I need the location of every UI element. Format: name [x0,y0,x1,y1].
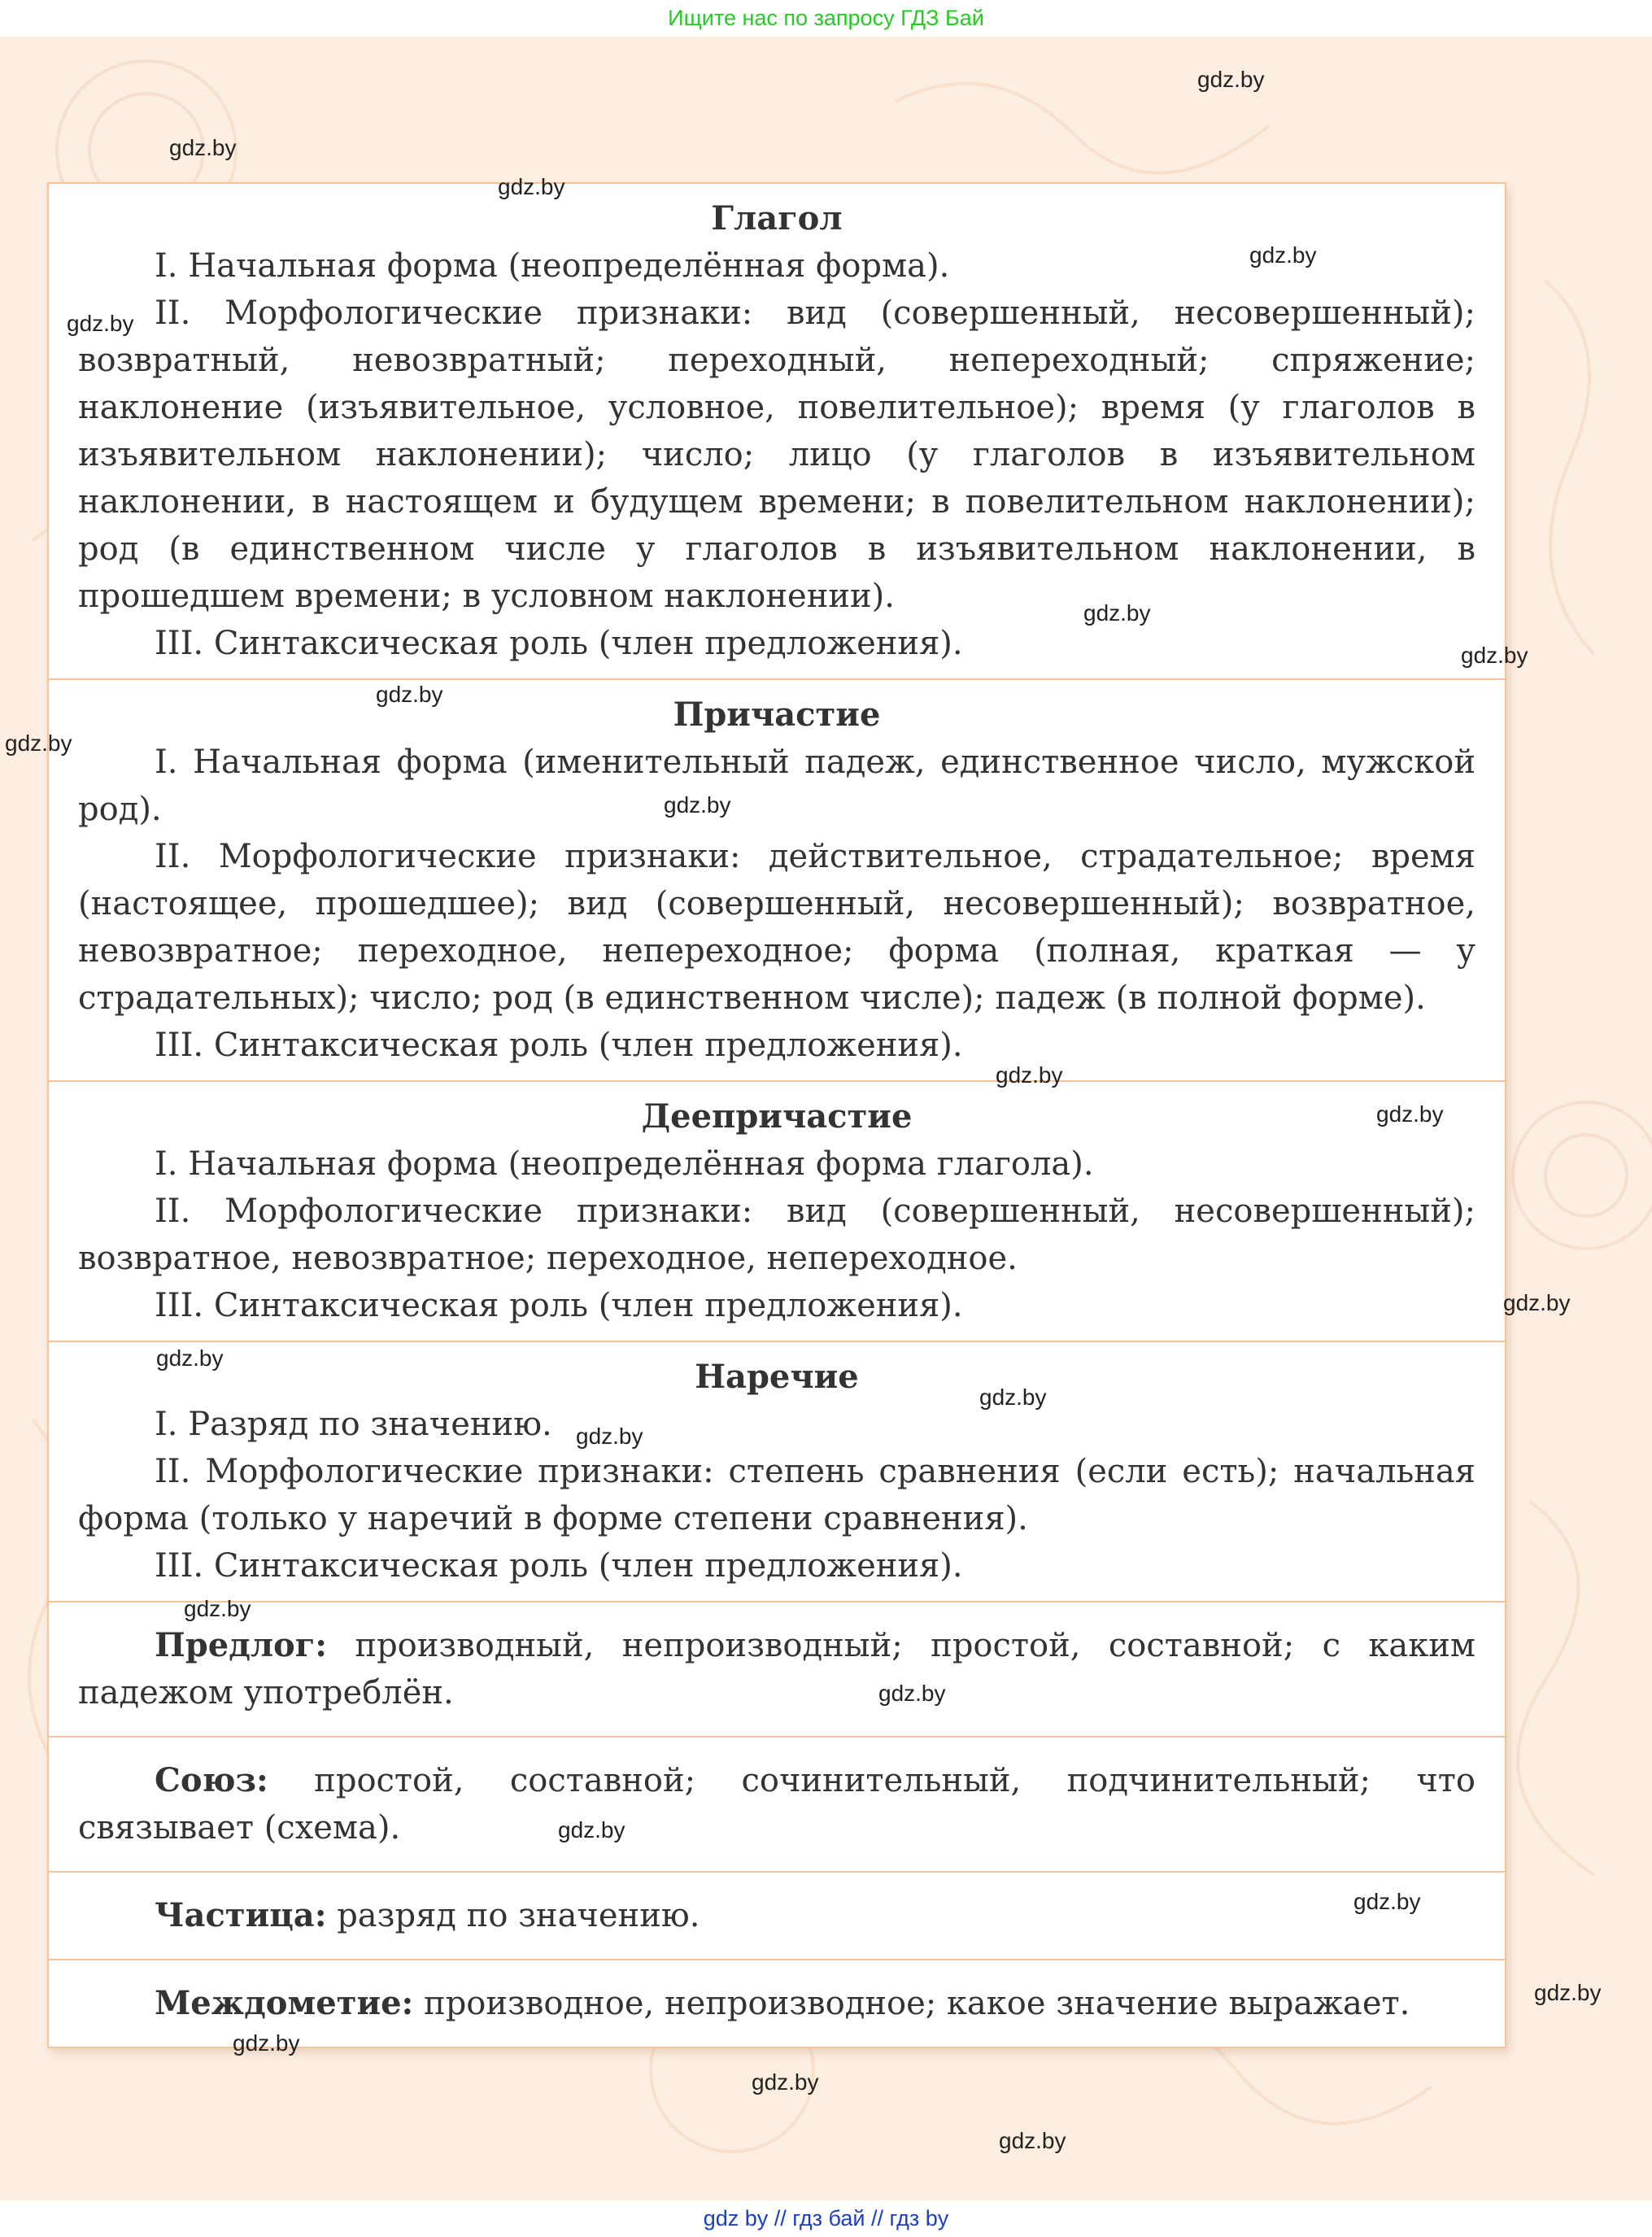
watermark: gdz.by [1197,67,1265,92]
adverb-title: Наречие [695,1358,859,1396]
watermark: gdz.by [1461,643,1528,668]
adverb-item-2: II. Морфологические признаки: степень сравнения (если есть); начальная форма (только у наречий в форме степени сравнения). [78,1453,1475,1537]
particle-text [78,1884,1475,1947]
watermark: gdz.by [1376,1101,1444,1127]
particle-section [49,1873,1505,1960]
gerund-section [49,1082,1505,1342]
interjection-term: Междометие: [155,1984,414,2022]
preposition-text [78,1614,1475,1725]
gerund-title: Деепричастие [641,1097,913,1136]
interjection-text [78,1972,1475,2035]
participle-item-3: III. Синтаксическая роль (член предложения). [155,1027,963,1064]
conjunction-text [78,1749,1475,1860]
verb-item-1: I. Начальная форма (неопределённая форма). [155,247,950,285]
watermark: gdz.by [233,2030,300,2056]
watermark: gdz.by [169,135,237,160]
watermark: gdz.by [67,311,134,336]
preposition-term: Предлог: [155,1626,328,1664]
footer-links[interactable]: gdz by // гдз бай // гдз by [0,2200,1652,2237]
particle-desc: разряд по значению. [326,1897,700,1934]
participle-item-1: I. Начальная форма (именительный падеж, единственное число, мужской род). [78,743,1475,828]
preposition-section [49,1603,1505,1738]
watermark: gdz.by [156,1345,224,1371]
gerund-item-2: II. Морфологические признаки: вид (совершенный, несовершенный); возвратное, невозвратное; переходное, непереходное. [78,1193,1475,1277]
watermark: gdz.by [996,1062,1063,1088]
watermark: gdz.by [752,2069,819,2095]
verb-title: Глагол [711,199,843,238]
watermark: gdz.by [498,174,565,199]
watermark: gdz.by [1353,1889,1421,1914]
adverb-item-1: I. Разряд по значению. [155,1406,552,1443]
adverb-section [49,1342,1505,1603]
verb-item-3: III. Синтаксическая роль (член предложения). [155,625,963,662]
participle-section [49,680,1505,1082]
watermark: gdz.by [999,2128,1066,2153]
interjection-desc: производное, непроизводное; какое значение выражает. [413,1985,1410,2022]
verb-item-2: II. Морфологические признаки: вид (совершенный, несовершенный); возвратный, невозвратный; переходный, непереходный; спряжение; наклонение (изъявительное, условное, повелительное); время (у глаголов в изъявительном наклонении); число; лицо (у глаголов в изъявительном наклонении, в настоящем и будущем времени; в повелительном наклонении); род (в единственном числе у глаголов в изъявительном наклонении, в прошедшем времени; в условном наклонении). [78,294,1475,615]
watermark: gdz.by [878,1681,946,1706]
particle-term: Частица: [155,1896,327,1934]
top-banner: Ищите нас по запросу ГДЗ Бай [0,0,1652,37]
watermark: gdz.by [1534,1980,1602,2005]
preposition-desc: производный, непроизводный; простой, составной; с каким падежом употреблён. [78,1627,1475,1712]
watermark: gdz.by [184,1596,251,1621]
morphology-card [47,182,1506,2048]
participle-item-2: II. Морфологические признаки: действительное, страдательное; время (настоящее, прошедшее); вид (совершенный, несовершенный); возвратное, невозвратное; переходное, непереходное; форма (полная, краткая — у страдательных); число; род (в единственном числе); падеж (в полной форме). [78,838,1475,1017]
watermark: gdz.by [664,792,731,818]
conjunction-section [49,1738,1505,1873]
gerund-item-3: III. Синтаксическая роль (член предложения). [155,1287,963,1324]
watermark: gdz.by [576,1424,643,1449]
watermark: gdz.by [1503,1290,1571,1315]
adverb-item-3: III. Синтаксическая роль (член предложения). [155,1547,963,1585]
watermark: gdz.by [1083,600,1151,626]
gerund-item-1: I. Начальная форма (неопределённая форма глагола). [155,1145,1094,1183]
watermark: gdz.by [979,1384,1047,1410]
watermark: gdz.by [1249,242,1317,268]
participle-title: Причастие [673,696,881,734]
watermark: gdz.by [5,730,72,756]
conjunction-desc: простой, составной; сочинительный, подчинительный; что связывает (схема). [78,1762,1475,1847]
watermark: gdz.by [558,1817,625,1842]
conjunction-term: Союз: [155,1761,268,1799]
watermark: gdz.by [376,682,443,707]
